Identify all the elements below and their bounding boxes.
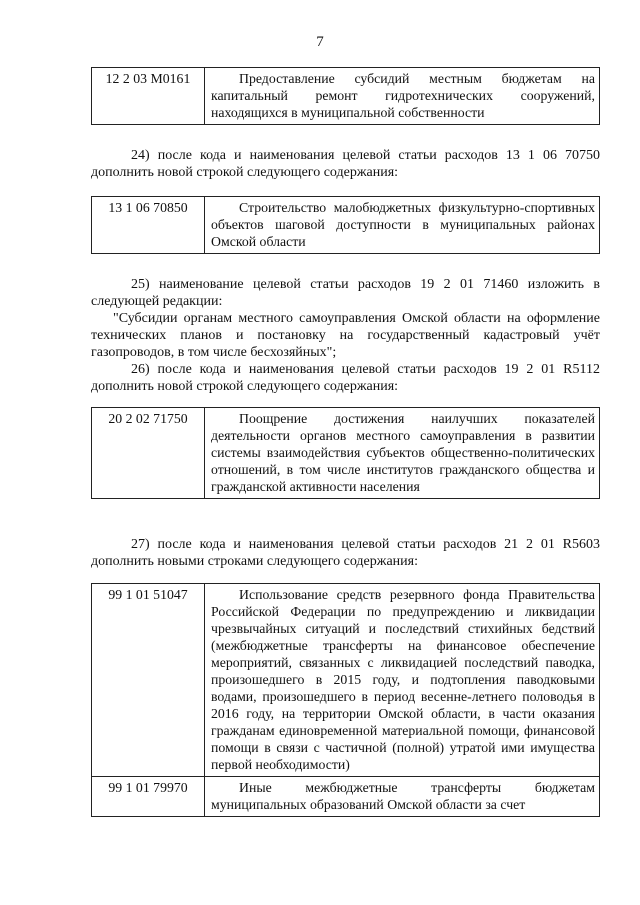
budget-code: 99 1 01 51047 <box>92 584 205 777</box>
budget-code: 20 2 02 71750 <box>92 408 205 499</box>
table-row <box>92 197 600 254</box>
budget-code: 13 1 06 70850 <box>92 197 205 254</box>
paragraph-27: 27) после кода и наименования целевой статьи расходов 21 2 01 R5603 дополнить новыми строками следующего содержания: <box>91 537 600 569</box>
budget-item-name: Предоставление субсидий местным бюджетам на капитальный ремонт гидротехнических сооружений, находящихся в муниципальной собственности <box>205 68 600 125</box>
paragraph-25: 25) наименование целевой статьи расходов 19 2 01 71460 изложить в следующей редакции: <box>91 277 600 309</box>
paragraph-24: 24) после кода и наименования целевой статьи расходов 13 1 06 70750 дополнить новой строкой следующего содержания: <box>91 148 600 180</box>
table-row <box>92 777 600 817</box>
budget-row-table <box>91 196 600 254</box>
budget-item-name: Иные межбюджетные трансферты бюджетам муниципальных образований Омской области за счет <box>205 777 600 817</box>
budget-rows-table <box>91 583 600 817</box>
table-row <box>92 68 600 125</box>
page-number: 7 <box>316 34 324 50</box>
budget-code: 99 1 01 79970 <box>92 777 205 817</box>
table-row <box>92 408 600 499</box>
table-row <box>92 584 600 777</box>
budget-item-name: Использование средств резервного фонда Правительства Российской Федерации по предупреждению и ликвидации чрезвычайных ситуаций и последствий стихийных бедствий (межбюджетные трансферты на финансовое обеспечение мероприятий, связанных с ликвидацией последствий паводка, произошедшего в 2015 году, и подтопления паводковыми водами, произошедшего в период весенне-летнего половодья в 2016 году, на территории Омской области, в части оказания гражданам единовременной материальной помощи, финансовой помощи в связи с частичной (полной) утратой ими имущества первой необходимости) <box>205 584 600 777</box>
budget-row-table <box>91 407 600 499</box>
budget-code: 12 2 03 M0161 <box>92 68 205 125</box>
paragraph-25-quote: "Субсидии органам местного самоуправления Омской области на оформление технических планов и постановку на государственный кадастровый учёт газопроводов, в том числе бесхозяйных"; <box>91 311 600 360</box>
budget-item-name: Строительство малобюджетных физкультурно-спортивных объектов шаговой доступности в муниципальных районах Омской области <box>205 197 600 254</box>
budget-row-table <box>91 67 600 125</box>
paragraph-26: 26) после кода и наименования целевой статьи расходов 19 2 01 R5112 дополнить новой строкой следующего содержания: <box>91 362 600 394</box>
budget-item-name: Поощрение достижения наилучших показателей деятельности органов местного самоуправления в развитии системы взаимодействия субъектов общественно-политических отношений, в том числе институтов гражданского общества и гражданской активности населения <box>205 408 600 499</box>
